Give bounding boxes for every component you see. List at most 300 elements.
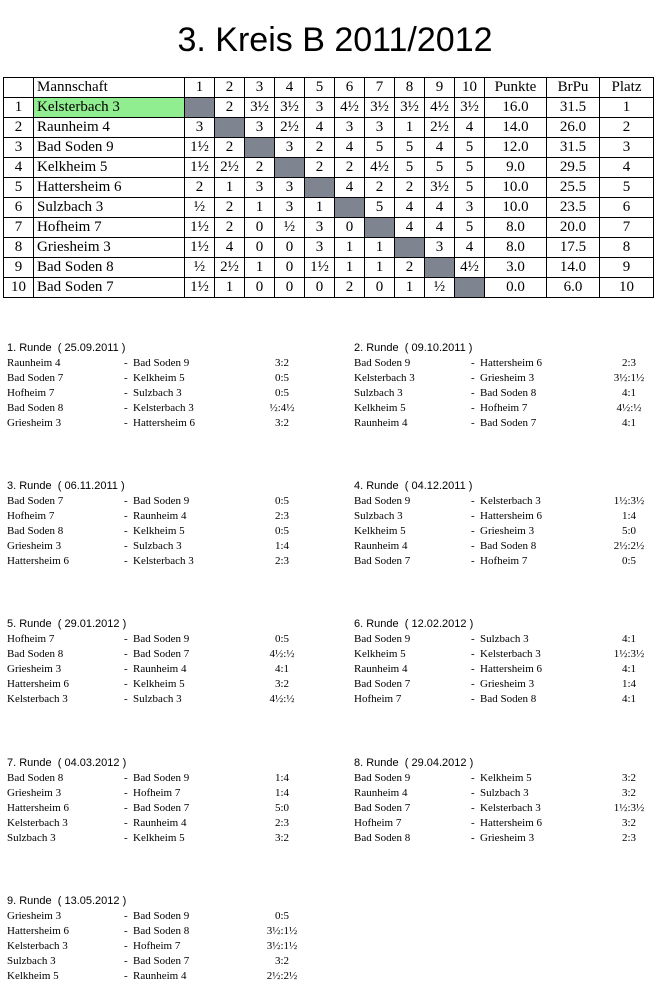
match-result: 0:5 [274,910,290,922]
result-cell: 3 [365,118,395,138]
pairing-row [7,539,327,554]
self-cell [185,98,215,118]
home-team: Raunheim 4 [7,357,61,369]
separator: - [471,402,475,414]
separator: - [471,693,475,705]
team-name: Bad Soden 9 [34,138,185,158]
board-points-cell: 26.0 [547,118,600,138]
points-cell: 16.0 [485,98,547,118]
away-team: Bad Soden 9 [133,633,190,645]
round-block [7,755,327,846]
away-team: Bad Soden 7 [133,955,190,967]
pairing-row [354,539,670,554]
away-team: Hofheim 7 [133,940,181,952]
place-cell: 4 [600,158,654,178]
home-team: Kelsterbach 3 [7,693,68,705]
pairing-row [354,692,670,707]
result-cell: 3½ [245,98,275,118]
away-team: Hattersheim 6 [480,357,543,369]
match-result: 3:2 [274,417,290,429]
home-team: Kelkheim 5 [354,525,406,537]
result-cell: 3 [305,238,335,258]
pairing-row [354,416,670,431]
separator: - [471,772,475,784]
result-cell: 2 [335,158,365,178]
team-name: Raunheim 4 [34,118,185,138]
away-team: Bad Soden 9 [133,772,190,784]
pairing-row [7,416,327,431]
result-cell: 3 [245,178,275,198]
home-team: Bad Soden 8 [7,402,64,414]
separator: - [124,525,128,537]
pairing-row [7,909,327,924]
separator: - [124,510,128,522]
result-cell: 1½ [305,258,335,278]
pairing-row [7,401,327,416]
separator: - [124,495,128,507]
pairing-row [354,524,670,539]
away-team: Kelsterbach 3 [133,555,194,567]
away-team: Hofheim 7 [133,787,181,799]
result-cell: ½ [275,218,305,238]
table-row [4,258,654,278]
rank-number: 8 [4,238,34,258]
round-heading: 4. Runde ( 04.12.2011 ) [354,480,473,492]
rank-number: 5 [4,178,34,198]
pairing-row [7,816,327,831]
header-team: Mannschaft [34,78,185,98]
match-result: 1:4 [621,510,637,522]
result-cell: 2½ [275,118,305,138]
place-cell: 6 [600,198,654,218]
team-name: Kelsterbach 3 [34,98,185,118]
away-team: Hattersheim 6 [480,510,543,522]
result-cell: ½ [185,258,215,278]
pairing-row [354,677,670,692]
header-cell: BrPu [547,78,600,98]
result-cell: 5 [455,138,485,158]
away-team: Kelkheim 5 [133,525,185,537]
result-cell: 1½ [185,238,215,258]
match-result: 4:1 [621,417,637,429]
pairing-row [7,371,327,386]
home-team: Hattersheim 6 [7,925,70,937]
round-heading: 3. Runde ( 06.11.2011 ) [7,480,125,492]
away-team: Griesheim 3 [480,372,535,384]
table-row [4,198,654,218]
separator: - [471,510,475,522]
match-result: 1:4 [274,787,290,799]
home-team: Bad Soden 9 [354,495,411,507]
result-cell: 3 [245,118,275,138]
away-team: Sulzbach 3 [133,540,182,552]
home-team: Kelsterbach 3 [354,372,415,384]
pairing-row [354,831,670,846]
separator: - [124,802,128,814]
pairing-row [354,371,670,386]
separator: - [124,693,128,705]
match-result: 3½:1½ [266,940,298,952]
match-result: ½:4½ [269,402,295,414]
board-points-cell: 31.5 [547,98,600,118]
place-cell: 9 [600,258,654,278]
pairing-row [354,356,670,371]
result-cell: 2 [395,258,425,278]
rank-number: 10 [4,278,34,298]
separator: - [471,525,475,537]
pairing-row [354,816,670,831]
header-cell [4,78,34,98]
away-team: Sulzbach 3 [480,787,529,799]
round-heading: 1. Runde ( 25.09.2011 ) [7,342,126,354]
result-cell: 3 [425,238,455,258]
result-cell: 1 [335,238,365,258]
home-team: Bad Soden 8 [354,832,411,844]
result-cell: 4 [335,178,365,198]
round-heading: 9. Runde ( 13.05.2012 ) [7,895,127,907]
result-cell: 4½ [365,158,395,178]
home-team: Kelsterbach 3 [7,817,68,829]
result-cell: 1 [245,198,275,218]
board-points-cell: 20.0 [547,218,600,238]
table-row [4,238,654,258]
home-team: Bad Soden 8 [7,648,64,660]
result-cell: 4½ [335,98,365,118]
pairing-row [354,386,670,401]
home-team: Bad Soden 7 [354,678,411,690]
place-cell: 2 [600,118,654,138]
table-row [4,178,654,198]
away-team: Raunheim 4 [133,817,187,829]
points-cell: 8.0 [485,238,547,258]
home-team: Griesheim 3 [7,910,62,922]
result-cell: 1 [245,258,275,278]
away-team: Bad Soden 9 [133,910,190,922]
pairing-row [7,692,327,707]
separator: - [471,417,475,429]
team-name: Griesheim 3 [34,238,185,258]
table-row [4,98,654,118]
away-team: Hattersheim 6 [480,817,543,829]
home-team: Hofheim 7 [7,510,55,522]
board-points-cell: 31.5 [547,138,600,158]
round-heading: 8. Runde ( 29.04.2012 ) [354,757,474,769]
home-team: Hattersheim 6 [7,678,70,690]
result-cell: 2 [305,138,335,158]
match-result: 4½:½ [616,402,642,414]
match-result: 3:2 [621,817,637,829]
result-cell: 4 [455,238,485,258]
header-cell: 5 [305,78,335,98]
result-cell: 2 [245,158,275,178]
home-team: Raunheim 4 [354,787,408,799]
home-team: Hofheim 7 [354,817,402,829]
separator: - [124,555,128,567]
home-team: Kelkheim 5 [354,402,406,414]
separator: - [471,372,475,384]
result-cell: 3 [455,198,485,218]
home-team: Griesheim 3 [7,663,62,675]
home-team: Kelkheim 5 [7,970,59,982]
match-result: 4:1 [621,663,637,675]
result-cell: 5 [455,218,485,238]
result-cell: 4 [305,118,335,138]
team-name: Hofheim 7 [34,218,185,238]
away-team: Bad Soden 7 [480,417,537,429]
header-cell: 6 [335,78,365,98]
away-team: Griesheim 3 [480,678,535,690]
table-row [4,118,654,138]
home-team: Hattersheim 6 [7,555,70,567]
away-team: Griesheim 3 [480,525,535,537]
away-team: Bad Soden 7 [133,802,190,814]
result-cell: 2½ [215,158,245,178]
round-block [7,478,327,569]
away-team: Hofheim 7 [480,402,528,414]
self-cell [365,218,395,238]
result-cell: 2 [215,98,245,118]
result-cell: 3 [335,118,365,138]
match-result: 2:3 [621,357,637,369]
result-cell: 4½ [425,98,455,118]
home-team: Sulzbach 3 [7,832,56,844]
home-team: Bad Soden 9 [354,772,411,784]
points-cell: 10.0 [485,178,547,198]
result-cell: 0 [245,218,275,238]
match-result: 3:2 [274,832,290,844]
separator: - [124,402,128,414]
board-points-cell: 14.0 [547,258,600,278]
result-cell: 0 [245,278,275,298]
match-result: 4:1 [621,387,637,399]
result-cell: 0 [275,278,305,298]
pairing-row [7,524,327,539]
result-cell: 4 [395,198,425,218]
home-team: Bad Soden 8 [7,525,64,537]
home-team: Raunheim 4 [354,663,408,675]
board-points-cell: 17.5 [547,238,600,258]
result-cell: 0 [275,258,305,278]
pairing-row [354,647,670,662]
separator: - [471,648,475,660]
match-result: 4:1 [621,693,637,705]
result-cell: 0 [365,278,395,298]
home-team: Hattersheim 6 [7,802,70,814]
away-team: Kelkheim 5 [133,372,185,384]
home-team: Raunheim 4 [354,540,408,552]
round-block [354,340,670,431]
result-cell: 5 [455,158,485,178]
rank-number: 2 [4,118,34,138]
match-result: 3½:1½ [266,925,298,937]
pairing-row [7,831,327,846]
separator: - [124,772,128,784]
away-team: Sulzbach 3 [133,387,182,399]
result-cell: 3½ [365,98,395,118]
home-team: Bad Soden 7 [354,802,411,814]
match-result: 4½:½ [269,693,295,705]
result-cell: 1½ [185,278,215,298]
separator: - [124,970,128,982]
pairing-row [7,969,327,984]
match-result: 1:4 [274,772,290,784]
round-heading: 6. Runde ( 12.02.2012 ) [354,618,474,630]
away-team: Bad Soden 9 [133,495,190,507]
separator: - [124,633,128,645]
match-result: 1:4 [621,678,637,690]
header-cell: Punkte [485,78,547,98]
table-row [4,218,654,238]
home-team: Sulzbach 3 [354,387,403,399]
away-team: Kelkheim 5 [133,832,185,844]
separator: - [471,678,475,690]
self-cell [245,138,275,158]
match-result: 3:2 [274,678,290,690]
result-cell: 4 [425,218,455,238]
home-team: Griesheim 3 [7,540,62,552]
result-cell: 2 [215,218,245,238]
points-cell: 0.0 [485,278,547,298]
result-cell: 5 [455,178,485,198]
result-cell: 3 [275,178,305,198]
round-block [7,893,327,984]
match-result: 2:3 [274,817,290,829]
round-heading: 7. Runde ( 04.03.2012 ) [7,757,127,769]
pairing-row [7,954,327,969]
place-cell: 5 [600,178,654,198]
match-result: 0:5 [274,633,290,645]
result-cell: 5 [425,158,455,178]
rank-number: 9 [4,258,34,278]
result-cell: 4 [335,138,365,158]
team-name: Bad Soden 8 [34,258,185,278]
header-cell: 3 [245,78,275,98]
match-result: 3½:1½ [613,372,645,384]
pairing-row [354,554,670,569]
separator: - [471,663,475,675]
result-cell: 3 [275,198,305,218]
header-cell: 10 [455,78,485,98]
match-result: 1:4 [274,540,290,552]
separator: - [124,387,128,399]
pairing-row [7,924,327,939]
away-team: Kelsterbach 3 [133,402,194,414]
points-cell: 10.0 [485,198,547,218]
points-cell: 12.0 [485,138,547,158]
result-cell: 5 [395,158,425,178]
away-team: Kelkheim 5 [133,678,185,690]
separator: - [124,372,128,384]
result-cell: 3½ [275,98,305,118]
result-cell: 4 [215,238,245,258]
pairing-row [354,786,670,801]
rank-number: 6 [4,198,34,218]
separator: - [124,678,128,690]
pairing-row [354,632,670,647]
points-cell: 9.0 [485,158,547,178]
result-cell: 2 [365,178,395,198]
header-cell: 7 [365,78,395,98]
pairing-row [7,662,327,677]
away-team: Sulzbach 3 [480,633,529,645]
separator: - [471,817,475,829]
result-cell: 3½ [455,98,485,118]
home-team: Hofheim 7 [354,693,402,705]
result-cell: 1 [335,258,365,278]
standings-table [3,77,654,298]
points-cell: 14.0 [485,118,547,138]
pairing-row [354,494,670,509]
separator: - [471,357,475,369]
result-cell: 1 [215,178,245,198]
result-cell: 1 [395,118,425,138]
match-result: 2:3 [274,510,290,522]
result-cell: 2 [215,138,245,158]
result-cell: 2 [395,178,425,198]
result-cell: 5 [365,198,395,218]
match-result: 0:5 [274,387,290,399]
result-cell: 5 [365,138,395,158]
separator: - [124,417,128,429]
separator: - [124,648,128,660]
round-heading: 5. Runde ( 29.01.2012 ) [7,618,127,630]
away-team: Raunheim 4 [133,510,187,522]
pairing-row [7,386,327,401]
rank-number: 7 [4,218,34,238]
board-points-cell: 25.5 [547,178,600,198]
separator: - [124,910,128,922]
round-block [354,616,670,707]
result-cell: 4½ [455,258,485,278]
result-cell: 1 [215,278,245,298]
result-cell: 1 [365,238,395,258]
separator: - [124,940,128,952]
away-team: Bad Soden 7 [133,648,190,660]
header-cell: 4 [275,78,305,98]
pairing-row [7,509,327,524]
result-cell: 3½ [395,98,425,118]
points-cell: 3.0 [485,258,547,278]
pairing-row [354,401,670,416]
result-cell: 1 [395,278,425,298]
pairing-row [7,356,327,371]
header-cell: 8 [395,78,425,98]
result-cell: 2 [215,198,245,218]
away-team: Raunheim 4 [133,663,187,675]
away-team: Kelsterbach 3 [480,495,541,507]
away-team: Kelsterbach 3 [480,802,541,814]
result-cell: 0 [275,238,305,258]
pairing-row [7,494,327,509]
rank-number: 1 [4,98,34,118]
header-cell: 2 [215,78,245,98]
away-team: Hattersheim 6 [133,417,196,429]
result-cell: 1½ [185,158,215,178]
result-cell: 2½ [425,118,455,138]
separator: - [471,633,475,645]
separator: - [471,495,475,507]
match-result: 0:5 [621,555,637,567]
match-result: 1½:3½ [613,802,645,814]
separator: - [124,955,128,967]
pairing-row [7,677,327,692]
home-team: Raunheim 4 [354,417,408,429]
page-title: 3. Kreis B 2011/2012 [177,21,493,59]
separator: - [124,925,128,937]
match-result: 3:2 [274,955,290,967]
board-points-cell: 29.5 [547,158,600,178]
result-cell: 0 [305,278,335,298]
